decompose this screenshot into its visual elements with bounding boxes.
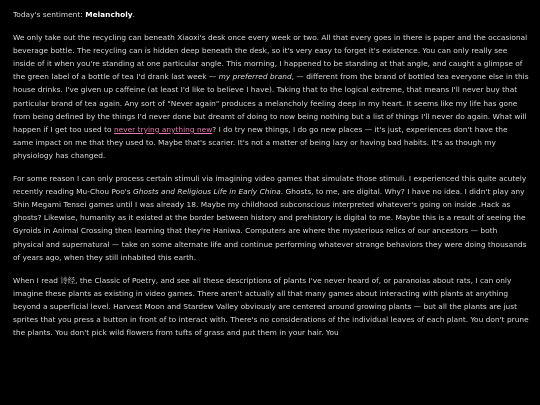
emphasis-book-title: Ghosts and Religious Life in Early China bbox=[133, 187, 281, 197]
emphasis-preferred-brand: my preferred brand bbox=[218, 72, 292, 82]
never-trying-anything-new-link[interactable]: never trying anything new bbox=[113, 124, 213, 134]
paragraph-2-text-b: . Ghosts, to me, are digital. Why? I have no idea. I didn't play any Shin Megami Tensei games until I was already 18. Maybe my childhood subconscious interpreted whatever's going on inside .Hack as ghosts? Likewise, humanity as it existed at the border between history and prehistory is digital to me. Maybe this is a result of seeing the Gyroids in Animal Crossing then learning that they're Haniwa. Computers are where the mysterious relics of our ancestors — both physical and supernatural — take on some alternate life and continue performing whatever strange behaviors they were doing thousands of years ago, when they still inhabited this earth. bbox=[13, 187, 527, 262]
sentiment-line: Today's sentiment: Melancholy. bbox=[13, 10, 135, 19]
post-content bbox=[13, 8, 529, 349]
paragraph-1-text-c: ? I do try new things, I do go new places — it's just, experiences don't have the same impact on me that they used to. Maybe that's scarier. It's not a matter of being lazy or having bad habits. It's as though my physiology has changed. bbox=[13, 124, 508, 160]
paragraph-2-text-a: For some reason I can only process certain stimuli via imagining video games that simulate those stimuli. I experienced this quite acutely recently reading Mu-Chou Poo's bbox=[13, 174, 527, 197]
paragraph-1 bbox=[13, 31, 529, 162]
paragraph-1-text-b: , — different from the brand of bottled tea everyone else in this house drinks. I've given up caffeine (at least I'd like to believe I have). Taking that to the logical extreme, that means I'll never buy that particular brand of tea again. Any sort of "Never again" produces a melancholy feeling deep in my heart. It seems like my life has gone from being defined by the things I'd never done but dreamt of doing to now being nothing but a list of things I'll never do again. What will happen if I get too used to bbox=[13, 72, 529, 134]
paragraph-1-text-a: We only take out the recycling can beneath Xiaoxi's desk once every week or two. All that every goes in there is paper and the occasional beverage bottle. The recycling can is hidden deep beneath the desk, so it's very easy to forget it's existence. You can only really see inside of it when you're standing at one particular angle. This morning, I happened to be standing at that angle, and caught a glimpse of the green label of a bottle of tea I'd drank last week — bbox=[13, 33, 528, 82]
paragraph-2 bbox=[13, 172, 529, 264]
paragraph-3-text-a: When I read 诗经, the Classic of Poetry, and see all these descriptions of plants I've never heard of, or paranoias about rats, I can only imagine these plants as existing in video games. There aren't actually all that many games about interacting with plants at anything beyond a superficial level. Harvest Moon and Stardew Valley obviously are centered around growing plants — but all the plants are just sprites that you press a button in front of to interact with. There's no considerations of the individual leaves of each plant. You don't prune the plants. You don't pick wild flowers from tufts of grass and put them in your hair. You bbox=[13, 275, 529, 338]
sentiment-label: Today's sentiment: bbox=[13, 10, 83, 19]
paragraph-3 bbox=[13, 274, 529, 339]
sentiment-value: Melancholy bbox=[85, 10, 133, 19]
